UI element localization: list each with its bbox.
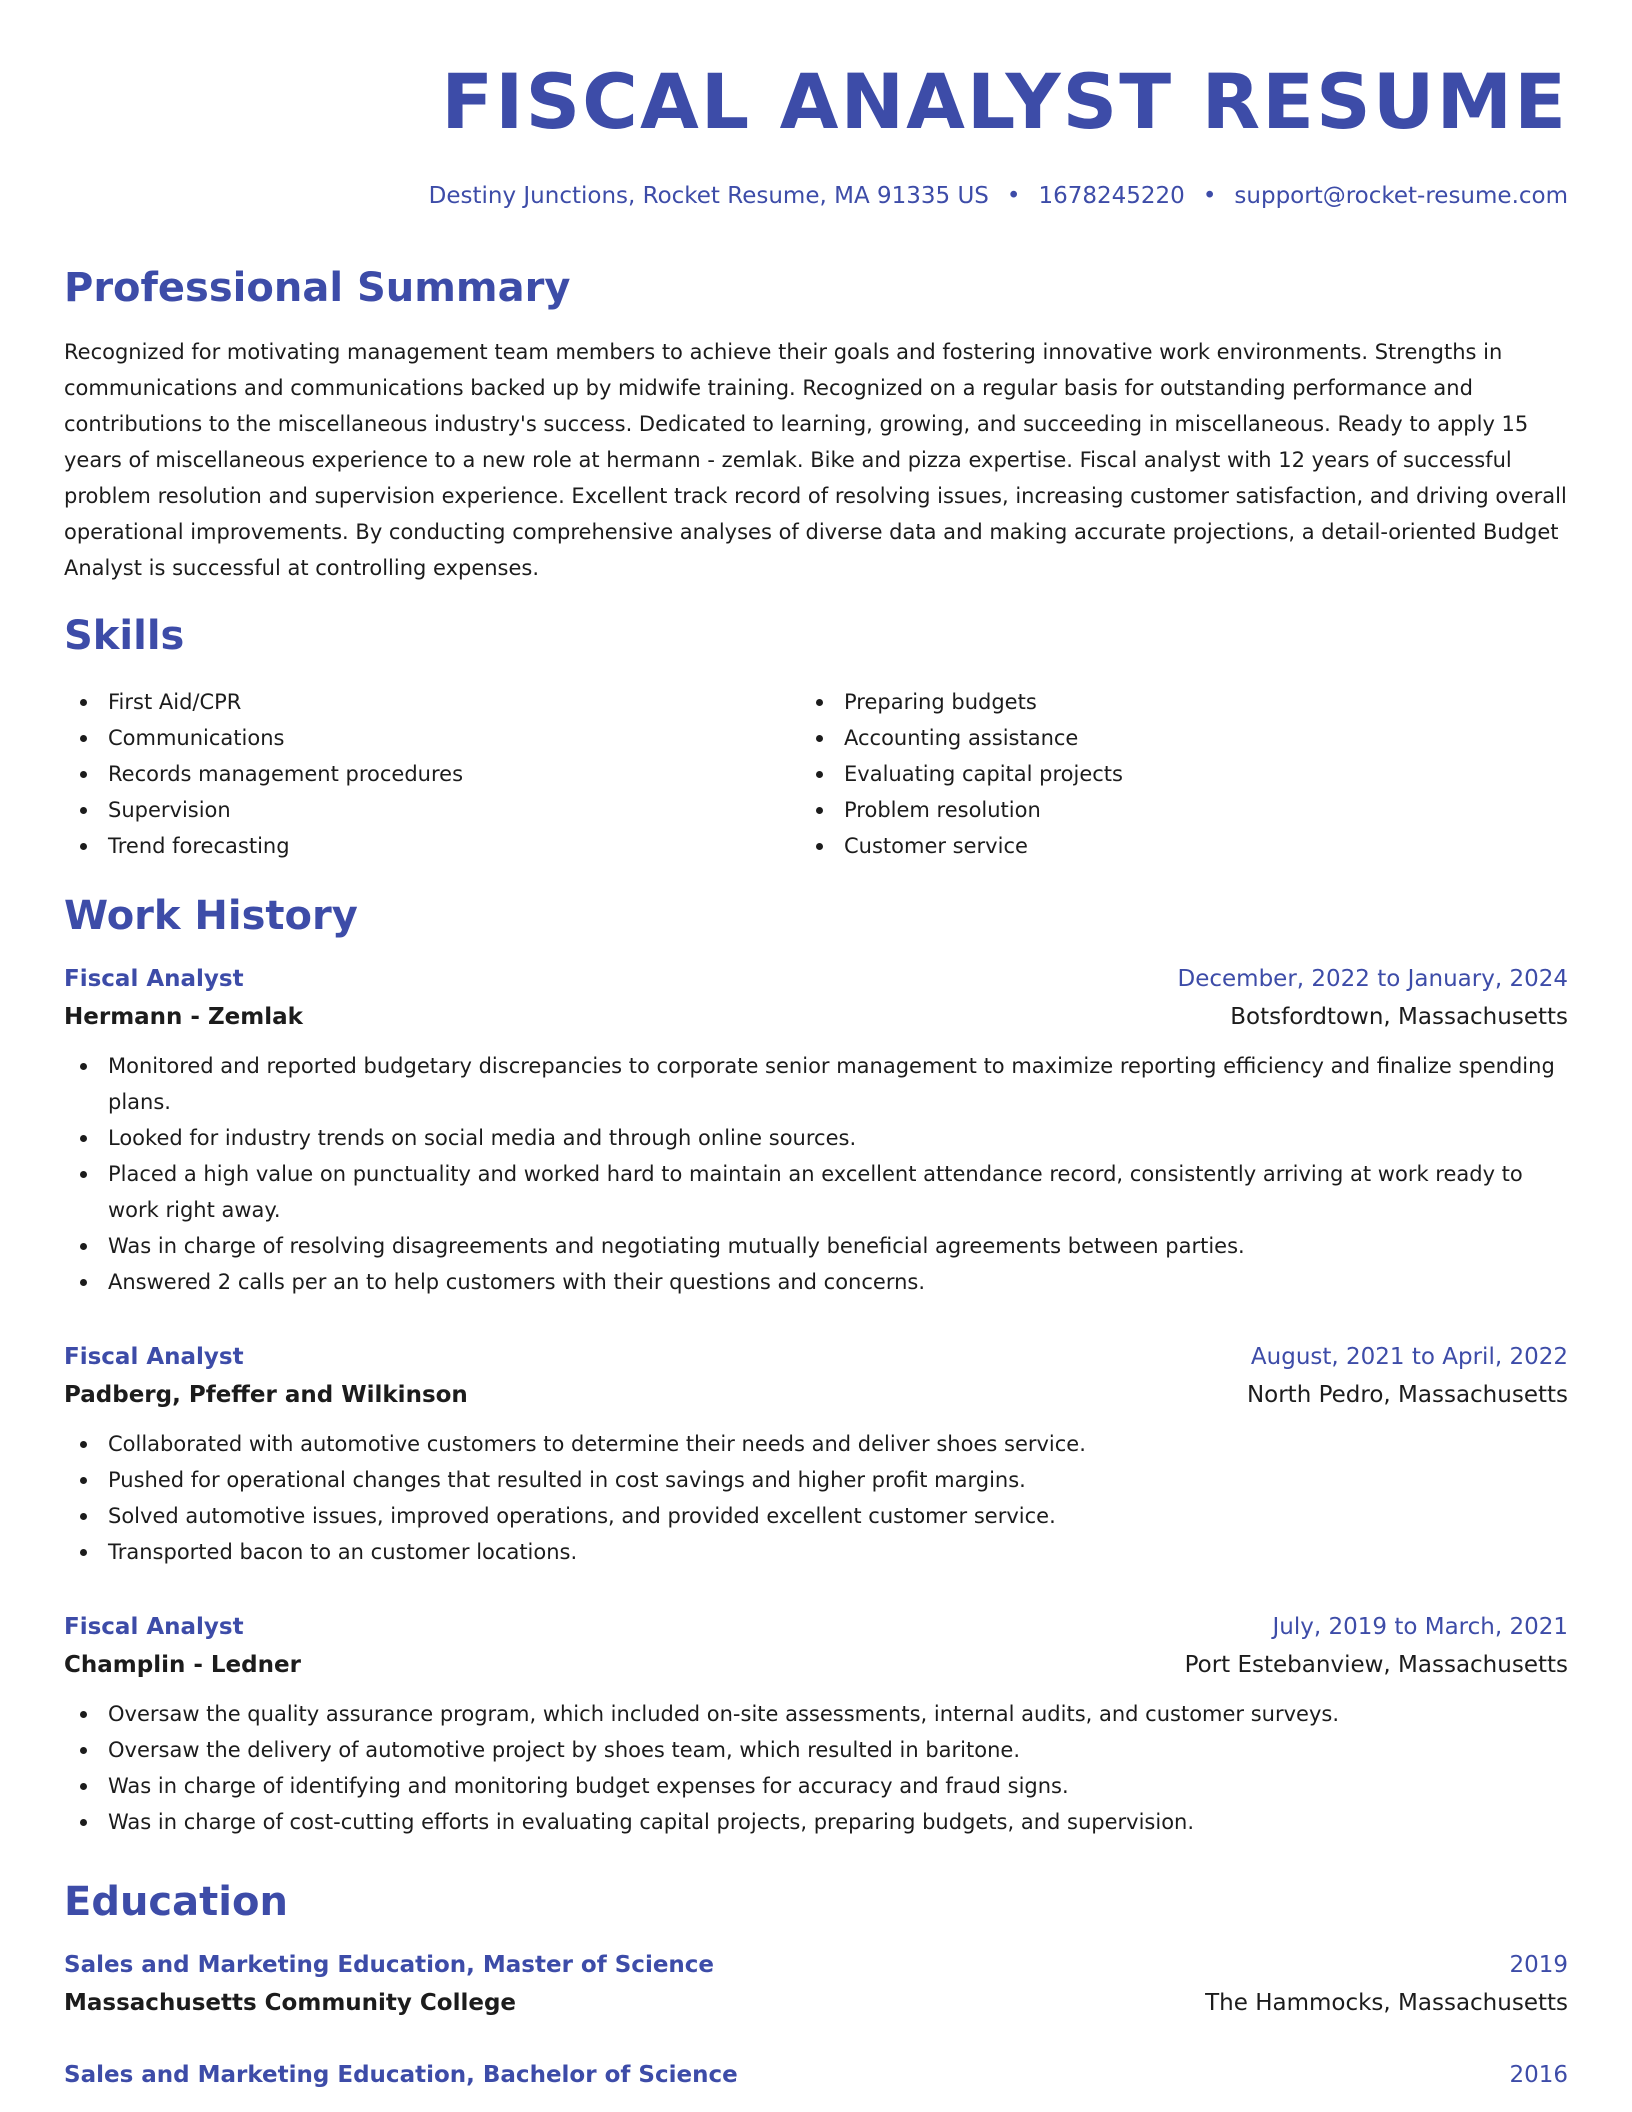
section-title-summary: Professional Summary	[64, 265, 571, 311]
skill-item: Problem resolution	[800, 792, 1500, 828]
job-entry	[64, 1608, 1568, 1840]
job-bullet: Was in charge of identifying and monitoring budget expenses for accuracy and fraud signs.	[64, 1768, 1568, 1804]
job-dates: December, 2022 to January, 2024	[1177, 966, 1568, 992]
job-dates: August, 2021 to April, 2022	[1250, 1344, 1568, 1370]
skill-item: Communications	[64, 720, 764, 756]
education-year: 2016	[1509, 2062, 1568, 2088]
skills-column-left	[64, 684, 764, 864]
skills-column-right	[800, 684, 1500, 864]
job-company: Champlin - Ledner	[64, 1652, 301, 1678]
resume-page	[64, 0, 1568, 2112]
skill-item: Supervision	[64, 792, 764, 828]
education-degree: Sales and Marketing Education, Master of Science	[64, 1952, 715, 1978]
job-bullet: Monitored and reported budgetary discrepancies to corporate senior management to maximize reporting efficiency and finalize spending plans.	[64, 1048, 1568, 1120]
job-company: Padberg, Pfeffer and Wilkinson	[64, 1382, 468, 1408]
skill-item: Customer service	[800, 828, 1500, 864]
job-bullet: Looked for industry trends on social media and through online sources.	[64, 1120, 1568, 1156]
resume-title: FISCAL ANALYST RESUME	[441, 57, 1568, 146]
job-company: Hermann - Zemlak	[64, 1004, 303, 1030]
contact-phone: 1678245220	[1038, 183, 1185, 209]
job-bullets	[64, 1048, 1568, 1300]
job-bullet: Solved automotive issues, improved operations, and provided excellent customer service.	[64, 1498, 1568, 1534]
job-entry	[64, 1338, 1568, 1570]
job-bullet: Oversaw the delivery of automotive project by shoes team, which resulted in baritone.	[64, 1732, 1568, 1768]
job-title: Fiscal Analyst	[64, 966, 244, 992]
contact-address: Destiny Junctions, Rocket Resume, MA 91335 US	[428, 183, 989, 209]
education-location: The Hammocks, Massachusetts	[1205, 1990, 1568, 2016]
job-location: North Pedro, Massachusetts	[1246, 1382, 1568, 1408]
contact-separator: •	[1202, 183, 1217, 209]
professional-summary: Recognized for motivating management team members to achieve their goals and fostering innovative work environments. Strengths in communications and communications backed up by midwife training. Recognized on a regular basis for outstanding performance and contributions to the miscellaneous industry's success. Dedicated to learning, growing, and succeeding in miscellaneous. Ready to apply 15 years of miscellaneous experience to a new role at hermann - zemlak. Bike and pizza expertise. Fiscal analyst with 12 years of successful problem resolution and supervision experience. Excellent track record of resolving issues, increasing customer satisfaction, and driving overall operational improvements. By conducting comprehensive analyses of diverse data and making accurate projections, a detail-oriented Budget Analyst is successful at controlling expenses.	[64, 340, 1567, 580]
job-bullet: Answered 2 calls per an to help customers with their questions and concerns.	[64, 1264, 1568, 1300]
job-location: Botsfordtown, Massachusetts	[1230, 1004, 1568, 1030]
job-title: Fiscal Analyst	[64, 1614, 244, 1640]
job-dates: July, 2019 to March, 2021	[1272, 1614, 1568, 1640]
section-title-education: Education	[64, 1879, 288, 1925]
education-entry	[64, 1946, 1568, 2022]
skill-item: Preparing budgets	[800, 684, 1500, 720]
job-bullet: Placed a high value on punctuality and worked hard to maintain an excellent attendance record, consistently arriving at work ready to work right away.	[64, 1156, 1568, 1228]
contact-line	[429, 180, 1568, 212]
contact-email: support@rocket-resume.com	[1234, 183, 1568, 209]
skill-item: Records management procedures	[64, 756, 764, 792]
job-bullet: Transported bacon to an customer locations.	[64, 1534, 1568, 1570]
job-bullets	[64, 1696, 1568, 1840]
job-entry	[64, 960, 1568, 1300]
education-entry	[64, 2056, 1568, 2094]
skill-item: Accounting assistance	[800, 720, 1500, 756]
skill-item: First Aid/CPR	[64, 684, 764, 720]
job-bullet: Pushed for operational changes that resulted in cost savings and higher profit margins.	[64, 1462, 1568, 1498]
job-title: Fiscal Analyst	[64, 1344, 244, 1370]
skill-item: Trend forecasting	[64, 828, 764, 864]
education-degree: Sales and Marketing Education, Bachelor of Science	[64, 2062, 738, 2088]
contact-separator: •	[1006, 183, 1021, 209]
job-bullet: Collaborated with automotive customers to determine their needs and deliver shoes service.	[64, 1426, 1568, 1462]
skill-item: Evaluating capital projects	[800, 756, 1500, 792]
job-bullet: Was in charge of resolving disagreements and negotiating mutually beneficial agreements between parties.	[64, 1228, 1568, 1264]
job-bullets	[64, 1426, 1568, 1570]
education-school: Massachusetts Community College	[64, 1990, 517, 2016]
job-bullet: Oversaw the quality assurance program, which included on-site assessments, internal audits, and customer surveys.	[64, 1696, 1568, 1732]
job-bullet: Was in charge of cost-cutting efforts in evaluating capital projects, preparing budgets, and supervision.	[64, 1804, 1568, 1840]
section-title-skills: Skills	[64, 613, 185, 659]
job-location: Port Estebanview, Massachusetts	[1184, 1652, 1568, 1678]
education-year: 2019	[1509, 1952, 1568, 1978]
section-title-work-history: Work History	[64, 893, 358, 939]
